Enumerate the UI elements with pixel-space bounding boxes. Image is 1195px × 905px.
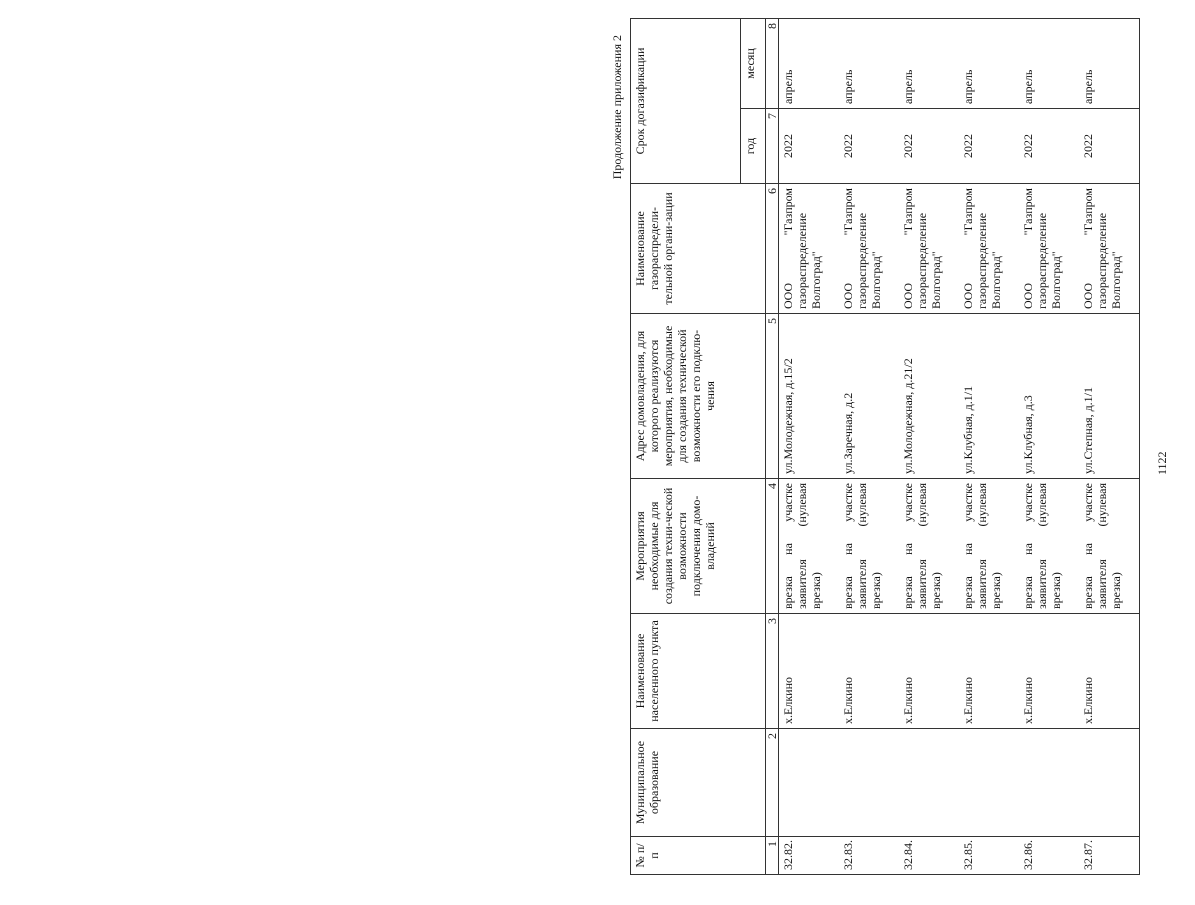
rotated-page — [595, 15, 1195, 875]
header-month: месяц — [741, 18, 766, 108]
row-number: 32.84. — [899, 837, 959, 875]
row-month: апрель — [959, 18, 1019, 108]
row-month: апрель — [1079, 18, 1140, 108]
row-number: 32.87. — [1079, 837, 1140, 875]
row-address: ул.Молодежная, д.21/2 — [899, 314, 959, 479]
header-measures: Мероприятия необходимые для создания техни-ческой возможности подключения домо-владений — [631, 479, 766, 614]
row-municipality — [899, 729, 959, 837]
row-organization: ООО "Газпром газораспределение Волгоград" — [839, 184, 899, 314]
row-organization: ООО "Газпром газораспределение Волгоград" — [779, 184, 840, 314]
gasification-table — [630, 18, 1140, 875]
row-number: 32.85. — [959, 837, 1019, 875]
row-year: 2022 — [1079, 109, 1140, 184]
header-municipality: Муниципальное образование — [631, 729, 766, 837]
row-number: 32.86. — [1019, 837, 1079, 875]
row-year: 2022 — [839, 109, 899, 184]
column-number: 6 — [766, 184, 779, 314]
row-month: апрель — [779, 18, 840, 108]
header-settlement: Наименование населенного пункта — [631, 614, 766, 729]
row-measure: врезка на участке заявителя (нулевая врезка) — [1019, 479, 1079, 614]
header-organization: Наименование газораспредели-тельной органи-зации — [631, 184, 766, 314]
row-measure: врезка на участке заявителя (нулевая врезка) — [779, 479, 840, 614]
row-measure: врезка на участке заявителя (нулевая врезка) — [899, 479, 959, 614]
header-address: Адрес домовладения, для которого реализуются мероприятия, необходимые для создания технической возможности его подклю-чения — [631, 314, 766, 479]
row-settlement: х.Елкино — [1079, 614, 1140, 729]
row-organization: ООО "Газпром газораспределение Волгоград" — [959, 184, 1019, 314]
row-organization: ООО "Газпром газораспределение Волгоград" — [1019, 184, 1079, 314]
row-municipality — [1019, 729, 1079, 837]
column-number: 4 — [766, 479, 779, 614]
row-municipality — [779, 729, 840, 837]
row-year: 2022 — [779, 109, 840, 184]
table-row — [899, 18, 959, 874]
row-month: апрель — [1019, 18, 1079, 108]
row-address: ул.Клубная, д.3 — [1019, 314, 1079, 479]
row-municipality — [839, 729, 899, 837]
row-measure: врезка на участке заявителя (нулевая врезка) — [959, 479, 1019, 614]
column-number: 8 — [766, 18, 779, 108]
row-month: апрель — [839, 18, 899, 108]
row-organization: ООО "Газпром газораспределение Волгоград" — [899, 184, 959, 314]
column-number: 7 — [766, 109, 779, 184]
row-address: ул.Степная, д.1/1 — [1079, 314, 1140, 479]
row-month: апрель — [899, 18, 959, 108]
row-measure: врезка на участке заявителя (нулевая врезка) — [839, 479, 899, 614]
row-settlement: х.Елкино — [1019, 614, 1079, 729]
column-number: 5 — [766, 314, 779, 479]
row-number: 32.82. — [779, 837, 840, 875]
row-address: ул.Клубная, д.1/1 — [959, 314, 1019, 479]
row-settlement: х.Елкино — [779, 614, 840, 729]
row-settlement: х.Елкино — [839, 614, 899, 729]
table-row — [959, 18, 1019, 874]
table-row — [1079, 18, 1140, 874]
table-row — [779, 18, 840, 874]
row-address: ул.Молодежная, д.15/2 — [779, 314, 840, 479]
row-year: 2022 — [959, 109, 1019, 184]
header-number: № п/п — [631, 837, 766, 875]
row-municipality — [959, 729, 1019, 837]
column-number: 1 — [766, 837, 779, 875]
continuation-note: Продолжение приложения 2 — [610, 35, 624, 180]
column-number: 2 — [766, 729, 779, 837]
table-row — [1019, 18, 1079, 874]
header-year: год — [741, 109, 766, 184]
row-municipality — [1079, 729, 1140, 837]
row-number: 32.83. — [839, 837, 899, 875]
header-deadline: Срок догазификации — [631, 18, 741, 183]
row-settlement: х.Елкино — [959, 614, 1019, 729]
row-year: 2022 — [1019, 109, 1079, 184]
row-measure: врезка на участке заявителя (нулевая врезка) — [1079, 479, 1140, 614]
table-row — [839, 18, 899, 874]
table-body — [779, 18, 1140, 874]
page-number: 1122 — [1155, 451, 1169, 475]
row-address: ул.Заречная, д.2 — [839, 314, 899, 479]
row-settlement: х.Елкино — [899, 614, 959, 729]
column-number-row — [766, 18, 779, 874]
row-year: 2022 — [899, 109, 959, 184]
row-organization: ООО "Газпром газораспределение Волгоград" — [1079, 184, 1140, 314]
column-number: 3 — [766, 614, 779, 729]
